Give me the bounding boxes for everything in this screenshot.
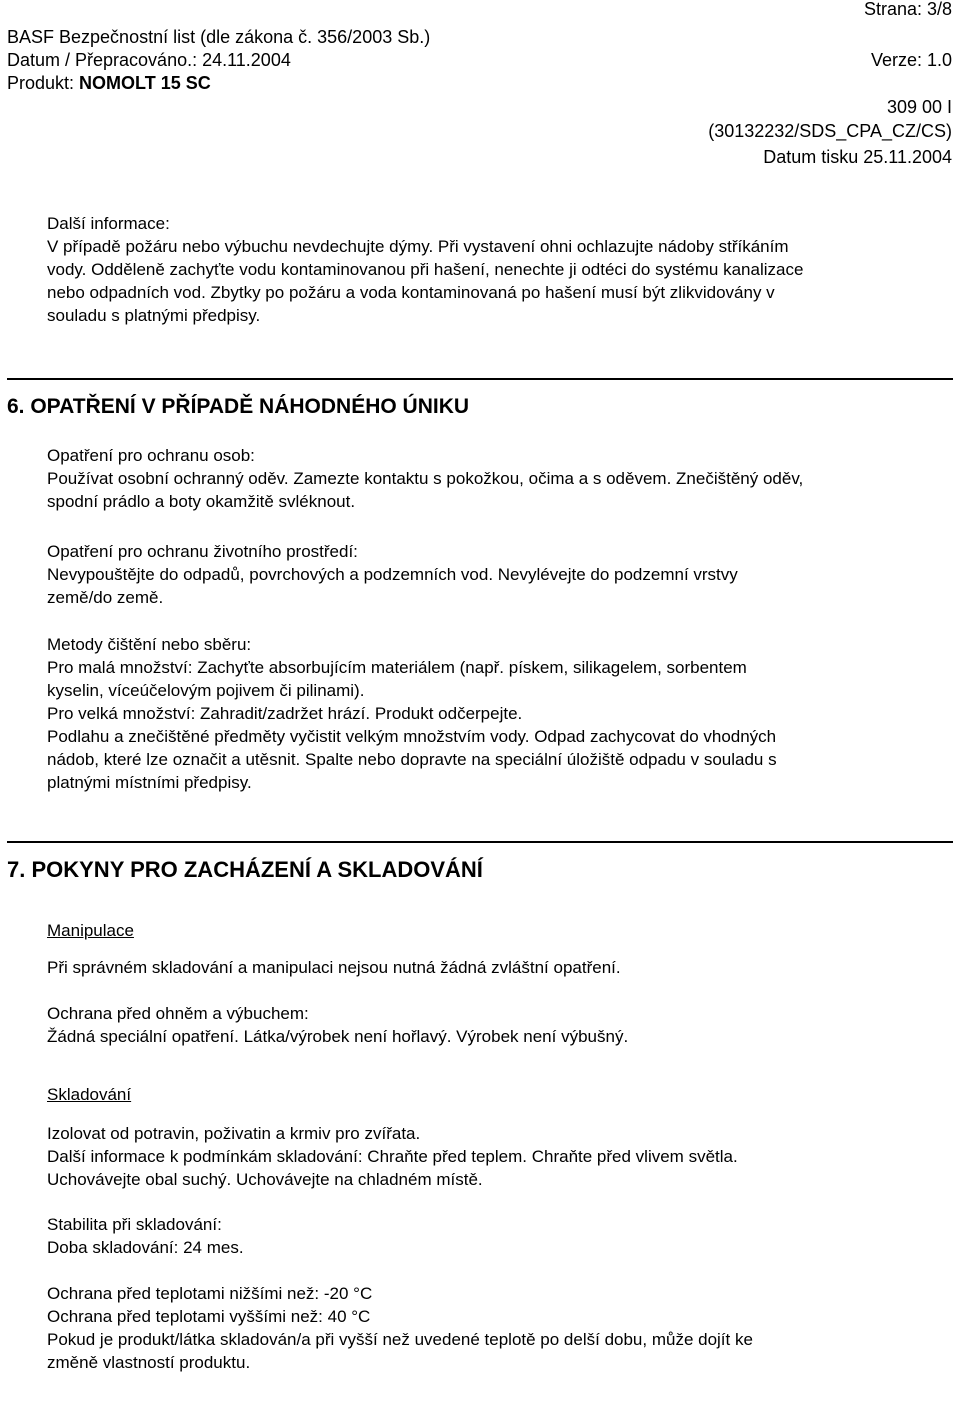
storage-stability-block <box>47 1213 947 1259</box>
personal-precautions-heading: Opatření pro ochranu osob: <box>47 446 255 465</box>
section-7-title: 7. POKYNY PRO ZACHÁZENÍ A SKLADOVÁNÍ <box>7 857 483 882</box>
further-info-block <box>47 212 947 327</box>
product-name: NOMOLT 15 SC <box>79 73 211 93</box>
cleanup-methods-block <box>47 633 947 794</box>
environmental-precautions-line: Nevypouštějte do odpadů, povrchových a podzemních vod. Nevylévejte do podzemní vrstvy <box>47 565 738 584</box>
personal-precautions-line: spodní prádlo a boty okamžitě svléknout. <box>47 492 356 511</box>
product-label: Produkt: <box>7 73 80 93</box>
further-info-heading: Další informace: <box>47 214 170 233</box>
personal-precautions-line: Používat osobní ochranný oděv. Zamezte kontaktu s pokožkou, očima a s oděvem. Znečištěný oděv, <box>47 469 804 488</box>
fire-protection-text: Žádná speciální opatření. Látka/výrobek není hořlavý. Výrobek není výbušný. <box>47 1027 629 1046</box>
page-number: Strana: 3/8 <box>863 0 952 19</box>
environmental-precautions-line: země/do země. <box>47 588 164 607</box>
temperature-line: Ochrana před teplotami nižšími než: -20 °C <box>47 1284 373 1303</box>
handling-text: Při správném skladování a manipulaci nejsou nutná žádná zvláštní opatření. <box>47 958 621 977</box>
version: Verze: 1.0 <box>870 50 952 70</box>
cleanup-methods-line: Pro velká množství: Zahradit/zadržet hrází. Produkt odčerpejte. <box>47 704 523 723</box>
further-info-line: nebo odpadních vod. Zbytky po požáru a voda kontaminovaná po hašení musí být zlikvidovány v <box>47 283 775 302</box>
storage-line: Izolovat od potravin, poživatin a krmiv pro zvířata. <box>47 1124 421 1143</box>
personal-precautions-block <box>47 444 947 513</box>
cleanup-methods-line: kyselin, víceúčelovým pojivem či pilinami). <box>47 681 365 700</box>
temperature-line: Ochrana před teplotami vyššími než: 40 °C <box>47 1307 371 1326</box>
revision-date: Datum / Přepracováno.: 24.11.2004 <box>7 50 291 70</box>
storage-line: Uchovávejte obal suchý. Uchovávejte na chladném místě. <box>47 1170 483 1189</box>
section-6-title: 6. OPATŘENÍ V PŘÍPADĚ NÁHODNÉHO ÚNIKU <box>7 395 470 418</box>
product-code: 309 00 I <box>886 97 952 117</box>
storage-block <box>47 1122 947 1191</box>
section-divider <box>7 841 953 843</box>
product-line <box>7 72 211 94</box>
print-date: Datum tisku 25.11.2004 <box>763 147 952 167</box>
document-title: BASF Bezpečnostní list (dle zákona č. 356/2003 Sb.) <box>7 27 431 47</box>
temperature-line: změně vlastností produktu. <box>47 1353 251 1372</box>
environmental-precautions-block <box>47 540 947 609</box>
cleanup-methods-line: Pro malá množství: Zachyťte absorbujícím materiálem (např. pískem, silikagelem, sorbentem <box>47 658 747 677</box>
further-info-line: souladu s platnými předpisy. <box>47 306 261 325</box>
section-divider <box>7 378 953 380</box>
temperature-line: Pokud je produkt/látka skladován/a při vyšší než uvedené teplotě po delší dobu, může dojít ke <box>47 1330 753 1349</box>
document-id: (30132232/SDS_CPA_CZ/CS) <box>708 121 952 141</box>
handling-heading: Manipulace <box>47 921 134 940</box>
storage-line: Další informace k podmínkám skladování: Chraňte před teplem. Chraňte před vlivem světla. <box>47 1147 738 1166</box>
storage-heading: Skladování <box>47 1085 132 1104</box>
cleanup-methods-line: nádob, které lze označit a utěsnit. Spalte nebo dopravte na speciální úložiště odpadu v souladu s <box>47 750 777 769</box>
cleanup-methods-line: platnými místními předpisy. <box>47 773 252 792</box>
further-info-line: vody. Odděleně zachyťte vodu kontaminovanou při hašení, nenechte ji odtéci do systému kanalizace <box>47 260 804 279</box>
temperature-block <box>47 1282 947 1374</box>
environmental-precautions-heading: Opatření pro ochranu životního prostředí: <box>47 542 358 561</box>
further-info-line: V případě požáru nebo výbuchu nevdechujte dýmy. Při vystavení ohni ochlazujte nádoby stříkáním <box>47 237 789 256</box>
storage-stability-heading: Stabilita při skladování: <box>47 1215 222 1234</box>
fire-protection-heading: Ochrana před ohněm a výbuchem: <box>47 1004 309 1023</box>
cleanup-methods-line: Podlahu a znečištěné předměty vyčistit velkým množstvím vody. Odpad zachycovat do vhodných <box>47 727 777 746</box>
storage-stability-text: Doba skladování: 24 mes. <box>47 1238 244 1257</box>
cleanup-methods-heading: Metody čištění nebo sběru: <box>47 635 252 654</box>
